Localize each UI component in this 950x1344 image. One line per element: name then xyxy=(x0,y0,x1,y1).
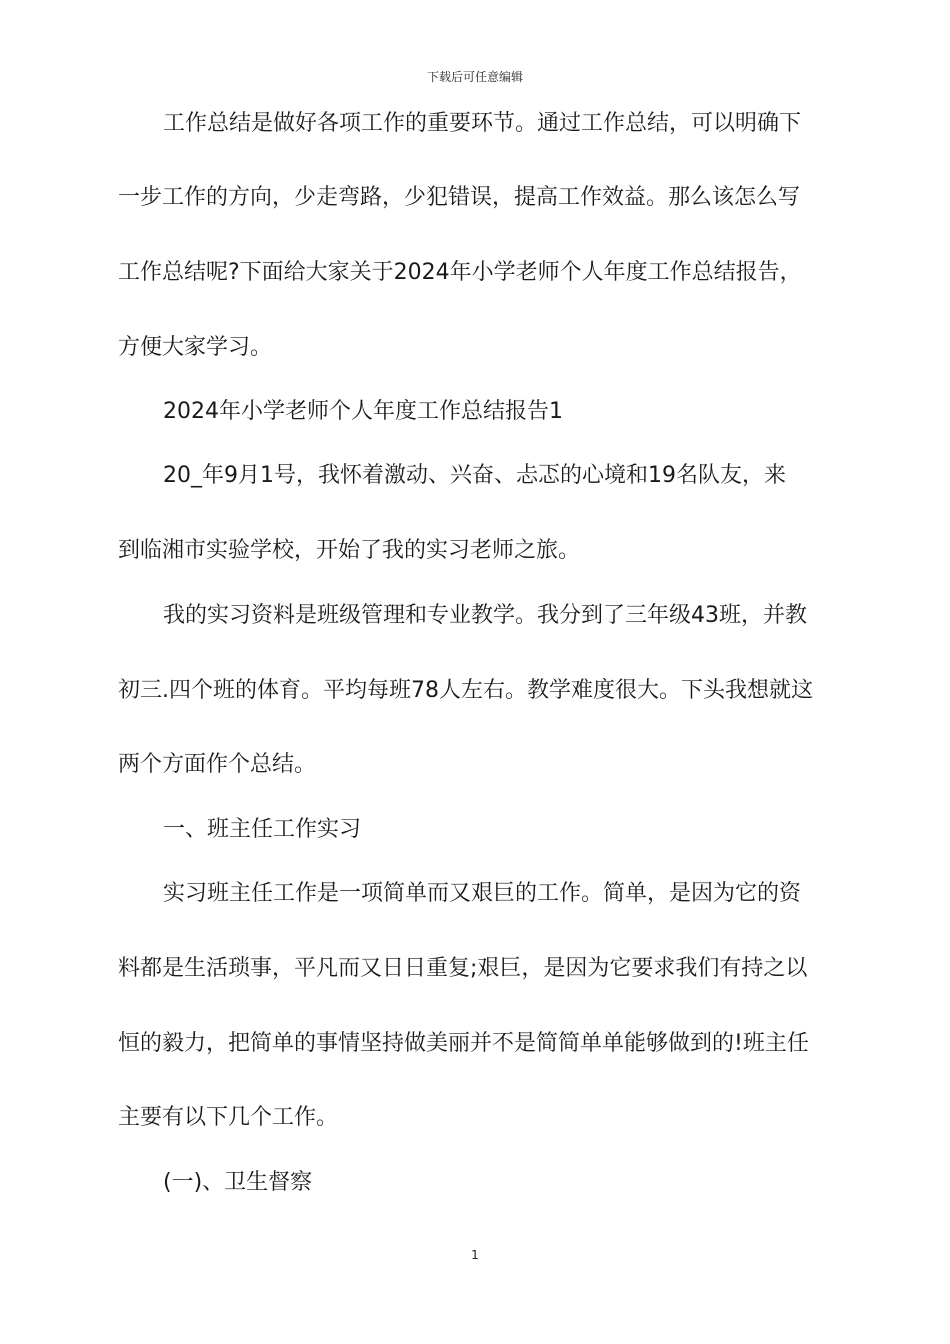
paragraph-line: 我的实习资料是班级管理和专业教学。我分到了三年级43班，并教 xyxy=(163,603,807,628)
paragraph-line: 工作总结呢?下面给大家关于2024年小学老师个人年度工作总结报告， xyxy=(118,260,802,285)
subsection-heading: (一)、卫生督察 xyxy=(163,1170,313,1195)
paragraph-line: 主要有以下几个工作。 xyxy=(118,1105,339,1130)
paragraph-line: 初三.四个班的体育。平均每班78人左右。教学难度很大。下头我想就这 xyxy=(118,678,813,703)
paragraph-line: 方便大家学习。 xyxy=(118,335,273,360)
paragraph-line: 到临湘市实验学校，开始了我的实习老师之旅。 xyxy=(118,538,581,563)
paragraph-line: 恒的毅力，把简单的事情坚持做美丽并不是简简单单能够做到的!班主任 xyxy=(118,1031,809,1056)
paragraph-line: 工作总结是做好各项工作的重要环节。通过工作总结，可以明确下 xyxy=(163,111,802,136)
paragraph-line: 20_年9月1号，我怀着激动、兴奋、忐忑的心境和19名队友，来 xyxy=(163,463,786,488)
paragraph-line: 两个方面作个总结。 xyxy=(118,752,317,777)
header-note: 下载后可任意编辑 xyxy=(426,70,523,84)
page-number: 1 xyxy=(471,1248,479,1262)
paragraph-line: 料都是生活琐事，平凡而又日日重复;艰巨，是因为它要求我们有持之以 xyxy=(118,956,808,981)
paragraph-line: 实习班主任工作是一项简单而又艰巨的工作。简单，是因为它的资 xyxy=(163,881,802,906)
paragraph-line: 一步工作的方向，少走弯路，少犯错误，提高工作效益。那么该怎么写 xyxy=(118,185,801,210)
section-title: 2024年小学老师个人年度工作总结报告1 xyxy=(163,399,563,424)
section-heading: 一、班主任工作实习 xyxy=(163,817,362,842)
